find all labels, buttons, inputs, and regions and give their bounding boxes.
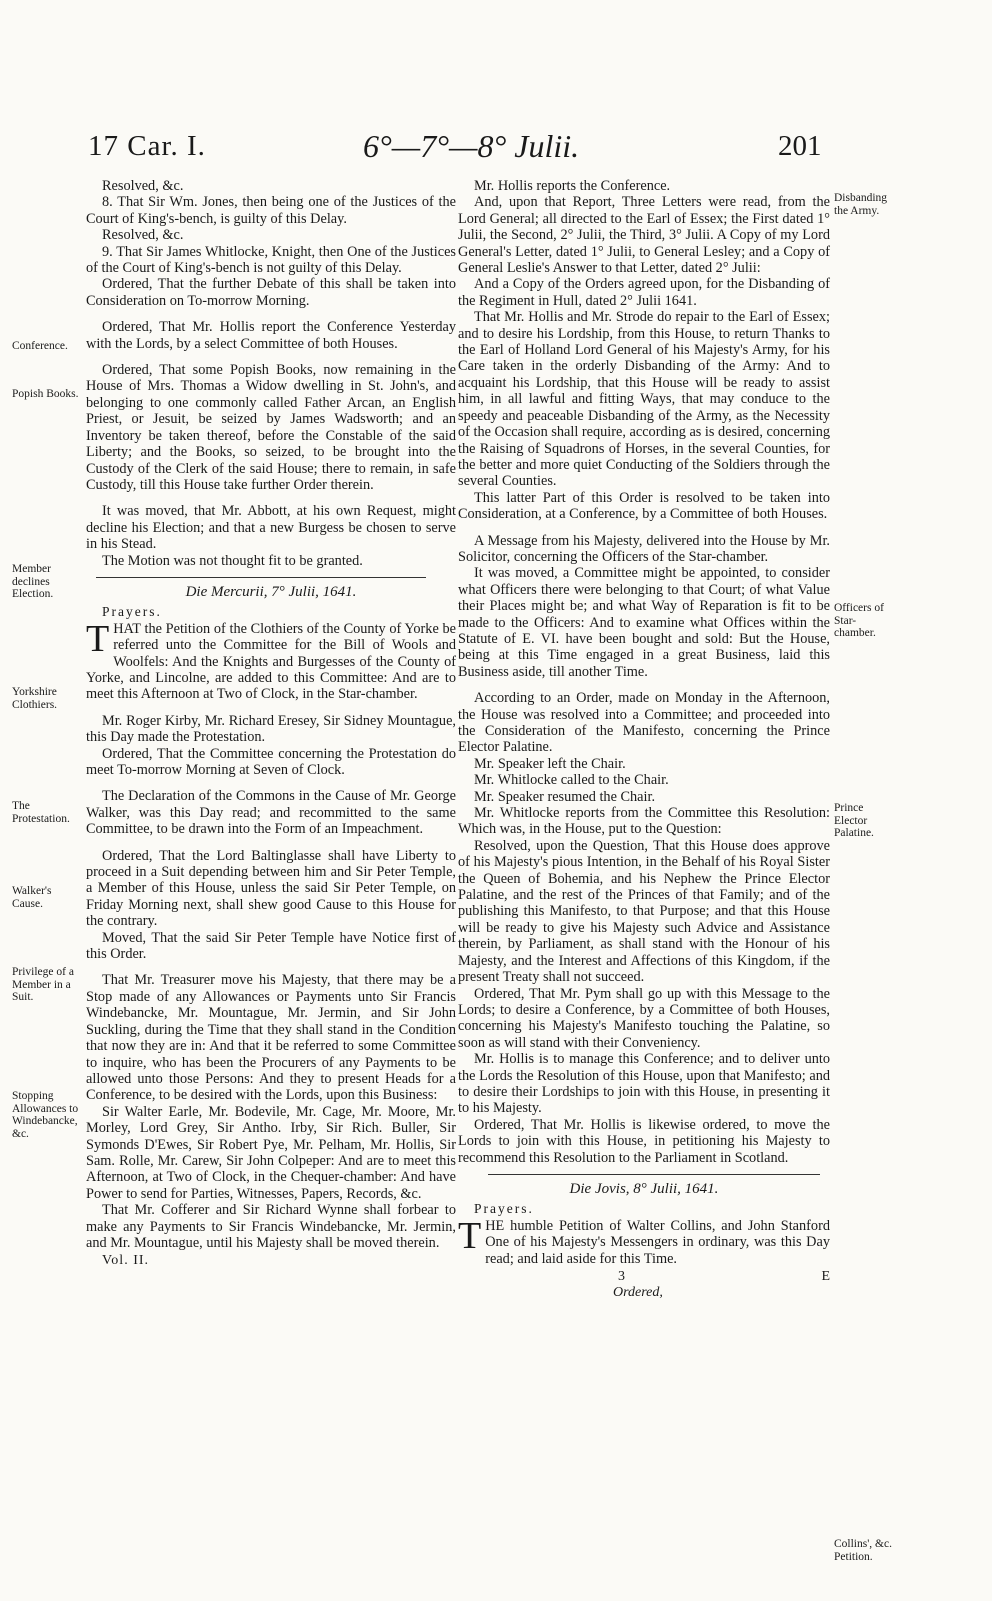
left-column [86,178,456,1270]
paragraph: 8. That Sir Wm. Jones, then being one of the Justices of the Court of King's-bench, is guilty of this Delay. [86,194,456,227]
section-rule [488,1174,820,1175]
paragraph: A Message from his Majesty, delivered into the House by Mr. Solicitor, concerning the Officers of the Star-chamber. [458,532,830,565]
paragraph [86,617,456,703]
signature-mark: 3 E [618,1269,830,1284]
page-header [88,128,828,168]
paragraph: Mr. Roger Kirby, Mr. Richard Eresey, Sir Sidney Mountague, this Day made the Protestation. [86,712,456,746]
margin-note-walkers-cause: Walker's Cause. [12,885,52,910]
paragraph: According to an Order, made on Monday in the Afternoon, the House was resolved into a Committee; and proceeded into the Consideration of the Manifesto, concerning the Prince Elector Palatine. [458,690,830,756]
margin-note-officers: Officers of Star-chamber. [834,602,884,639]
drop-cap: T [86,617,110,660]
paragraph: The Declaration of the Commons in the Cause of Mr. George Walker, was this Day read; and recommitted to the same Committee, to be drawn into the Form of an Impeachment. [86,788,456,838]
day-title: Die Mercurii, 7° Julii, 1641. [185,583,357,600]
paragraph: Resolved, upon the Question, That this House does approve of his Majesty's pious Intention, in the Behalf of his Royal Sister the Queen of Bohemia, and his Nephew the Prince Elector Palatine, and the rest of the Princes of that Family; and of the publishing this Manifesto, to that Purpose; and that this House will be ready to give his Majesty such Advice and Assistance therein, by Parliament, as shall stand with the Honour of his Majesty, and the Interest and Affections of this Kingdom, if the present Treaty shall not succeed. [458,837,830,986]
paragraph: Mr. Speaker resumed the Chair. [474,788,656,805]
paragraph: It was moved, that Mr. Abbott, at his own Request, might decline his Election; and that a new Burgess be chosen to serve in his Stead. [86,503,456,553]
page-number: 201 [778,130,822,162]
paragraph: Ordered, That the Lord Baltinglasse shall have Liberty to proceed in a Suit depending between him and Sir Peter Temple, a Member of this House, unless the said Sir Peter Temple, on Friday Morning next, shall shew good Cause to this House for the contrary. [86,847,456,930]
paragraph: This latter Part of this Order is resolved to be taken into Consideration, at a Conference, by a Committee of both Houses. [458,489,830,523]
page-footer [458,1269,830,1302]
paragraph: And a Copy of the Orders agreed upon, for the Disbanding of the Regiment in Hull, dated 2° Julii 1641. [458,276,830,309]
day-title: Die Jovis, 8° Julii, 1641. [569,1180,719,1197]
paragraph: Mr. Hollis reports the Conference. [474,178,671,194]
paragraph [458,1214,830,1267]
paragraph-text: HAT the Petition of the Clothiers of the County of Yorke be referred unto the Committee for the Bill of Wools and Woolfels: And the Knights and Burgesses of the County of Yorke, and Lincolne, are added to this Committee: And are to meet this Afternoon at Two of Clock, in the Star-chamber. [86,620,456,703]
paragraph: Mr. Speaker left the Chair. [474,755,626,772]
paragraph: Ordered, That Mr. Hollis report the Conference Yesterday with the Lords, by a select Committee of both Houses. [86,319,456,352]
margin-note-yorkshire-clothiers: Yorkshire Clothiers. [12,686,58,711]
paragraph: Ordered, That some Popish Books, now remaining in the House of Mrs. Thomas a Widow dwelling in St. John's, and belonging to one commonly called Father Arcan, an English Priest, or Jesuit, be seized by James Wadsworth; and an Inventory be taken thereof, before the Constable of the said Liberty; and the Books, so seized, to be brought into the Custody of the Clerk of the said House; there to remain, in safe Custody, till this House take further Order therein. [86,362,456,493]
paragraph-text: HE humble Petition of Walter Collins, and John Stanford One of his Majesty's Messengers in ordinary, was this Day read; and laid aside for this Time. [485,1217,830,1267]
margin-note-protestation: The Protestation. [12,800,70,825]
regnal-year: 17 Car. I. [88,130,206,162]
paragraph: Resolved, &c. [102,227,184,244]
paragraph: The Motion was not thought fit to be granted. [102,552,363,569]
paragraph: Ordered, That the Committee concerning the Protestation do meet To-morrow Morning at Seven of Clock. [86,745,456,778]
paragraph: That Mr. Cofferer and Sir Richard Wynne shall forbear to make any Payments to Sir Francis Windebancke, Mr. Jermin, and Mr. Mountague, until his Majesty shall be moved therein. [86,1202,456,1251]
margin-note-stopping-allowances: Stopping Allowances to Windebancke, &c. [12,1090,79,1140]
margin-note-conference: Conference. [12,340,68,352]
paragraph: Resolved, &c. [102,178,184,194]
paragraph: That Mr. Hollis and Mr. Strode do repair to the Earl of Essex; and to desire his Lordship, from this House, to return Thanks to the Earl of Holland Lord General of his Majesty's Army, for his Care taken in the orderly Disbanding of the Army: And to acquaint his Lordship, that this House will be ready to assist him, in all lawful and fitting Ways, that may conduce to the speedy and peaceable Disbanding of the Army, as the Necessity of the Occasion shall require, according as is desired, concerning the Raising of Squadrons of Horses, in the several Counties, for the better and more quiet Conducting of the Soldiers through the several Counties. [458,309,830,490]
paragraph: 9. That Sir James Whitlocke, Knight, then One of the Justices of the Court of King's-bench is not guilty of this Delay. [86,243,456,277]
paragraph: And, upon that Report, Three Letters were read, from the Lord General; all directed to the Earl of Essex; the First dated 1° Julii, the Second, 2° Julii, the Third, 3° Julii. A Copy of my Lord General's Letter, dated 1° Julii, to General Lesley; and a Copy of General Leslie's Answer to that Letter, dated 2° Julii: [458,194,830,277]
margin-note-popish-books: Popish Books. [12,388,79,400]
drop-cap: T [458,1214,482,1257]
paragraph: That Mr. Treasurer move his Majesty, that there may be a Stop made of any Allowances or Payments unto Sir Francis Windebancke, Mr. Mountague, Mr. Jermin, and Sir John Suckling, during the Time that they shall stand in the Condition that now they are in: And that it be referred to some Committee to inquire, who has been the Procurers of any Payments to be allowed unto those Persons: And they to present Heads for a Conference, to be desired with the Lords, upon this Business: [86,972,456,1104]
margin-note-disbanding: Disbanding the Army. [834,192,888,217]
margin-note-privilege: Privilege of a Member in a Suit. [12,966,74,1003]
paragraph: It was moved, a Committee might be appointed, to consider what Officers there were belonging to that Court; of what Value their Places might be; and what Way of Reparation is fit to be made to the Officers: And to examine what Offices within the Statute of E. VI. have been bought and sold: But the House, being at this Time engaged in a great Business, laid this Business aside, till another Time. [458,565,830,680]
section-rule [96,577,426,578]
paragraph: Mr. Whitlocke reports from the Committee this Resolution: Which was, in the House, put to the Question: [458,805,830,838]
margin-note-collins-petition: Collins', &c. Petition. [834,1538,892,1563]
margin-note-member-declines: Member declines Election. [12,563,54,600]
date-heading: 6°—7°—8° Julii. [363,128,580,164]
right-column [458,178,830,1302]
paragraph: Ordered, That Mr. Pym shall go up with this Message to the Lords; to desire a Conference, by a Committee of both Houses, concerning his Majesty's Manifesto touching the Palatine, so soon as will stand with their Conveniency. [458,985,830,1051]
paragraph: Mr. Hollis is to manage this Conference; and to deliver unto the Lords the Resolution of this House, upon that Manifesto; and to desire their Lordships to join with this House, in presenting it to his Majesty. [458,1051,830,1117]
catchword: Ordered, [613,1285,663,1301]
prayers-heading: Prayers. [102,604,162,620]
paragraph: Moved, That the said Sir Peter Temple have Notice first of this Order. [86,929,456,963]
paragraph: Ordered, That the further Debate of this shall be taken into Consideration on To-morrow Morning. [86,276,456,309]
margin-note-prince-elector: Prince Elector Palatine. [834,802,874,839]
prayers-heading: Prayers. [474,1201,534,1217]
paragraph: Sir Walter Earle, Mr. Bodevile, Mr. Cage, Mr. Moore, Mr. Morley, Lord Grey, Sir Antho. Irby, Sir Rich. Buller, Sir Symonds D'Ewes, Sir Robert Pye, Mr. Pelham, Mr. Hollis, Sir Sam. Rolle, Mr. Carew, Sir John Colpeper: And are to meet this Afternoon, at Two of Clock, in the Chequer-chamber: And have Power to send for Parties, Witnesses, Papers, Records, &c. [86,1103,456,1202]
paragraph: Ordered, That Mr. Hollis is likewise ordered, to move the Lords to join with this House, in petitioning his Majesty to recommend this Resolution to the Parliament in Scotland. [458,1116,830,1166]
volume-mark: Vol. II. [102,1253,150,1269]
paragraph: Mr. Whitlocke called to the Chair. [474,772,669,789]
